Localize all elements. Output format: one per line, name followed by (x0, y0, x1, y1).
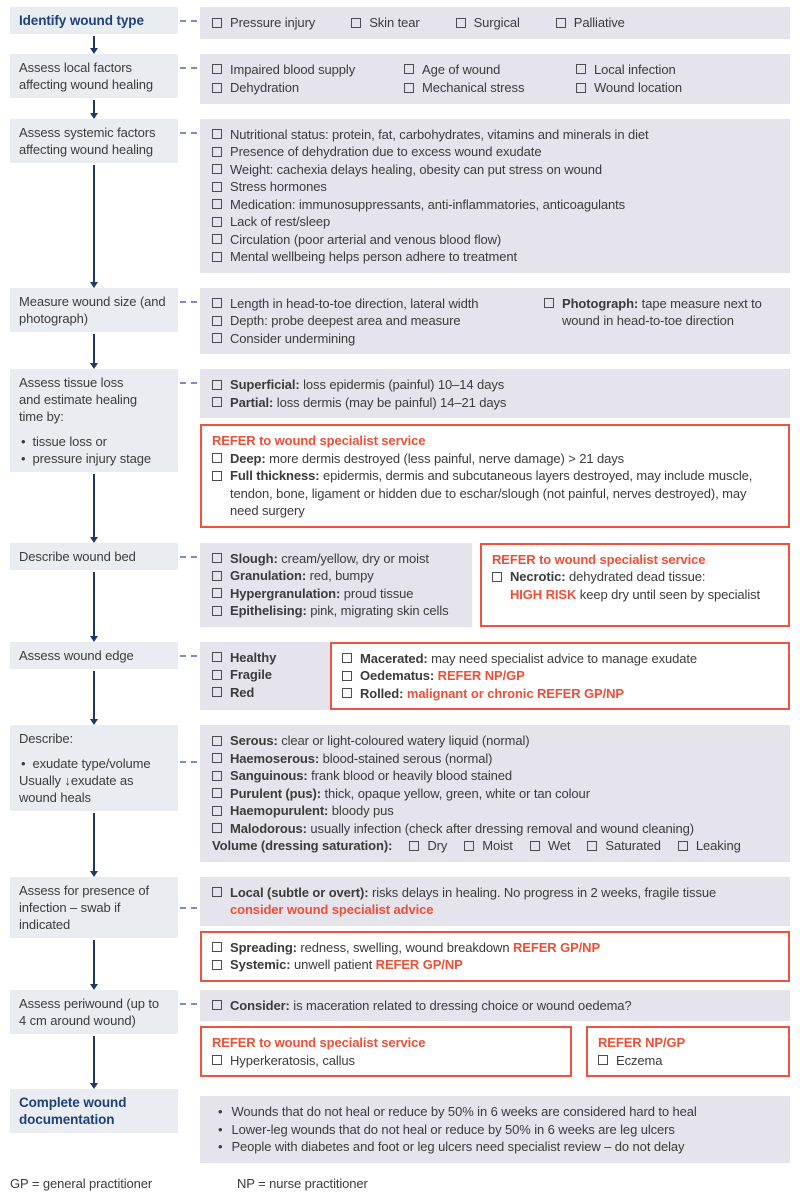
option-label: Photograph: tape measure next to wound in head-to-toe direction (562, 295, 762, 328)
row-periwound (10, 990, 790, 1090)
step-label (19, 374, 169, 425)
refer-box-wound-edge (330, 642, 790, 711)
flow-arrow-icon (10, 1035, 178, 1090)
refer-box-hyperkeratosis (200, 1026, 572, 1077)
step-box-exudate (10, 725, 178, 811)
checkbox-option-hypergranulation (212, 585, 460, 603)
checkbox-icon[interactable] (212, 823, 222, 833)
checkbox-option-fragile (212, 666, 318, 684)
step-sub-lines (19, 772, 169, 806)
step-label: Identify wound type (19, 13, 144, 28)
options-column (200, 54, 790, 119)
option-label: Purulent (pus): thick, opaque yellow, green, white or tan colour (230, 785, 590, 801)
checkbox-option-superficial (212, 376, 778, 394)
step-box-systemic-factors (10, 119, 178, 163)
option-label: Red (230, 684, 255, 700)
checkbox-icon[interactable] (212, 1000, 222, 1010)
refer-title: REFER to wound specialist service (212, 1035, 426, 1050)
checkbox-icon[interactable] (212, 252, 222, 262)
step-label: Assess systemic factors affecting wound healing (19, 124, 156, 157)
photograph-option-group (544, 295, 778, 348)
checkbox-icon[interactable] (212, 887, 222, 897)
checkbox-icon[interactable] (212, 83, 222, 93)
option-label: Local (subtle or overt): risks delays in healing. No progress in 2 weeks, fragile tissue consider wound specialist advice (230, 884, 717, 917)
volume-label: Volume (dressing saturation): (212, 838, 393, 853)
step-line: Assess tissue loss (19, 375, 124, 390)
bullet-icon: • (21, 451, 26, 466)
option-label: Weight: cachexia delays healing, obesity can put stress on wound (230, 161, 603, 177)
checkbox-icon[interactable] (212, 606, 222, 616)
checkbox-icon[interactable] (212, 806, 222, 816)
checkbox-icon[interactable] (212, 942, 222, 952)
checkbox-icon[interactable] (212, 1055, 222, 1065)
checkbox-icon[interactable] (212, 670, 222, 680)
bullet-icon: • (21, 434, 26, 449)
checkbox-icon[interactable] (492, 572, 502, 582)
checkbox-option-moist (464, 837, 513, 855)
checkbox-option-leaking (678, 837, 741, 855)
checkbox-icon[interactable] (212, 771, 222, 781)
checkbox-option-necrotic (492, 568, 778, 603)
refer-title: REFER to wound specialist service (212, 433, 426, 448)
step-column (10, 725, 178, 877)
checkbox-icon[interactable] (404, 83, 414, 93)
flow-arrow-icon (10, 939, 178, 990)
checkbox-icon[interactable] (556, 18, 566, 28)
periwound-refer-group (200, 1026, 790, 1077)
wound-assessment-flowchart (10, 7, 790, 1192)
checkbox-icon[interactable] (212, 217, 222, 227)
panel-wound-edge (200, 642, 330, 711)
row-infection (10, 877, 790, 990)
step-label: Assess wound edge (19, 647, 134, 663)
option-label: Necrotic: dehydrated dead tissue: HIGH RISK keep dry until seen by specialist (510, 569, 761, 602)
option-label: Haemopurulent: bloody pus (230, 803, 394, 818)
note-label: Lower-leg wounds that do not heal or reduce by 50% in 6 weeks are leg ulcers (231, 1121, 675, 1137)
step-column (10, 288, 178, 370)
checkbox-icon[interactable] (212, 333, 222, 343)
option-label: Surgical (473, 15, 520, 30)
panel-exudate (200, 725, 790, 862)
option-label: Hyperkeratosis, callus (230, 1052, 355, 1068)
option-label: Macerated: may need specialist advice to manage exudate (360, 650, 698, 666)
step-column (10, 119, 178, 288)
row-exudate (10, 725, 790, 877)
bullet-label: pressure injury stage (32, 451, 152, 466)
note-item (212, 1121, 778, 1139)
row-wound-edge (10, 642, 790, 726)
checkbox-option-pressure-injury (212, 14, 315, 32)
step-label: Measure wound size (and photograph) (19, 293, 166, 326)
refer-box-infection (200, 931, 790, 982)
flow-arrow-icon (10, 571, 178, 642)
step-label: Describe wound bed (19, 548, 136, 564)
checkbox-icon[interactable] (212, 788, 222, 798)
flow-arrow-icon (10, 333, 178, 370)
checkbox-option-mechanical-stress (404, 79, 576, 97)
option-label: Age of wound (422, 61, 501, 77)
option-label: Leaking (695, 838, 741, 853)
checkbox-icon[interactable] (212, 182, 222, 192)
option-label: Stress hormones (230, 179, 327, 194)
checkbox-option-wound-location (576, 79, 778, 97)
step-box-documentation (10, 1089, 178, 1133)
option-label: Impaired blood supply (230, 61, 356, 77)
option-label: Depth: probe deepest area and measure (230, 313, 461, 328)
option-label: Nutritional status: protein, fat, carbohydrates, vitamins and minerals in diet (230, 126, 649, 142)
options-column (200, 288, 790, 370)
refer-box-eczema (586, 1026, 790, 1077)
checkbox-icon[interactable] (212, 234, 222, 244)
checkbox-option-lack-of-rest (212, 213, 778, 231)
flow-arrow-icon (10, 35, 178, 54)
panel-periwound (200, 990, 790, 1022)
checkbox-icon[interactable] (404, 64, 414, 74)
abbreviation-legend (10, 1175, 790, 1192)
bullet-icon: • (218, 1121, 223, 1137)
step-bullets (19, 755, 169, 772)
checkbox-icon[interactable] (342, 653, 352, 663)
checkbox-option-stress-hormones (212, 178, 778, 196)
option-label: Mechanical stress (422, 80, 525, 95)
checkbox-option-systemic (212, 956, 778, 974)
flow-arrow-icon (10, 473, 178, 543)
specialist-advice-label: consider wound specialist advice (230, 902, 434, 917)
step-bullet-item (19, 755, 169, 772)
step-bullet-item (19, 433, 169, 450)
step-label: Assess for presence of infection – swab if indicated (19, 882, 150, 932)
row-documentation (10, 1089, 790, 1163)
bullet-label: exudate type/volume (32, 756, 151, 771)
row-systemic-factors (10, 119, 790, 288)
checkbox-option-granulation (212, 567, 460, 585)
connector-dashes-icon (180, 20, 197, 22)
checkbox-option-eczema (598, 1052, 778, 1070)
step-box-infection (10, 877, 178, 938)
step-box-local-factors (10, 54, 178, 98)
checkbox-icon[interactable] (464, 841, 474, 851)
panel-local-factors (200, 54, 790, 104)
step-column (10, 54, 178, 119)
step-bullets (19, 433, 169, 467)
checkbox-option-medication (212, 196, 778, 214)
checkbox-icon[interactable] (342, 688, 352, 698)
checkbox-icon[interactable] (212, 571, 222, 581)
options-column (200, 990, 790, 1090)
bullet-icon: • (218, 1139, 223, 1154)
panel-documentation-notes (200, 1096, 790, 1163)
checkbox-option-wet (530, 837, 571, 855)
option-label: Dry (427, 838, 448, 853)
checkbox-icon[interactable] (212, 588, 222, 598)
checkbox-option-deep (212, 450, 778, 468)
row-tissue-loss (10, 369, 790, 543)
checkbox-option-undermining (212, 330, 544, 348)
high-risk-label: HIGH RISK (510, 586, 577, 602)
options-column (200, 642, 790, 726)
flow-arrow-icon (10, 164, 178, 288)
checkbox-option-depth (212, 312, 544, 330)
checkbox-option-healthy (212, 649, 318, 667)
option-label: Mental wellbeing helps person adhere to treatment (230, 249, 518, 264)
gp-abbreviation: GP = general practitioner (10, 1175, 153, 1191)
option-label: Serous: clear or light-coloured watery liquid (normal) (230, 733, 530, 748)
checkbox-option-haemoserous (212, 750, 778, 768)
checkbox-option-palliative (556, 14, 625, 32)
checkbox-option-oedematus (342, 667, 778, 685)
checkbox-icon[interactable] (678, 841, 688, 851)
option-label: Wet (547, 838, 571, 853)
option-label: Slough: cream/yellow, dry or moist (230, 550, 429, 566)
step-label: Assess periwound (up to 4 cm around wound) (19, 995, 160, 1028)
option-label: Wound location (594, 80, 682, 95)
option-label: Skin tear (369, 15, 420, 30)
checkbox-option-sanguinous (212, 767, 778, 785)
checkbox-option-skin-tear (351, 14, 419, 32)
checkbox-option-local-infection (576, 61, 778, 79)
checkbox-icon[interactable] (212, 64, 222, 74)
step-line: and estimate healing (19, 392, 137, 407)
checkbox-icon[interactable] (576, 64, 586, 74)
checkbox-icon[interactable] (212, 736, 222, 746)
row-wound-bed (10, 543, 790, 642)
option-label: Hypergranulation: proud tissue (230, 585, 414, 601)
option-label: Rolled: malignant or chronic REFER GP/NP (360, 685, 624, 701)
checkbox-option-purulent (212, 785, 778, 803)
checkbox-option-mental-wellbeing (212, 248, 778, 266)
checkbox-option-nutritional-status (212, 126, 778, 144)
checkbox-icon[interactable] (212, 164, 222, 174)
panel-wound-bed (200, 543, 472, 627)
option-label: Healthy (230, 649, 277, 665)
refer-box-tissue-loss (200, 424, 790, 528)
option-label: Local infection (594, 61, 676, 77)
checkbox-option-spreading (212, 939, 778, 957)
np-abbreviation: NP = nurse practitioner (237, 1175, 368, 1191)
option-label: Deep: more dermis destroyed (less painful, nerve damage) > 21 days (230, 450, 625, 466)
checkbox-icon[interactable] (212, 129, 222, 139)
step-column (10, 642, 178, 726)
row-local-factors (10, 54, 790, 119)
checkbox-option-photograph (544, 295, 778, 330)
options-column (200, 7, 790, 54)
options-column (200, 119, 790, 288)
option-label: Lack of rest/sleep (230, 214, 331, 229)
checkbox-option-serous (212, 732, 778, 750)
checkbox-option-dry (409, 837, 447, 855)
checkbox-icon[interactable] (212, 453, 222, 463)
connector-dashes-icon (180, 301, 197, 303)
step-box-periwound (10, 990, 178, 1034)
step-label: Describe: (19, 731, 74, 746)
checkbox-option-circulation (212, 231, 778, 249)
option-label: Spreading: redness, swelling, wound breakdown REFER GP/NP (230, 939, 601, 955)
step-column (10, 990, 178, 1090)
wound-edge-group (200, 642, 790, 711)
option-label: Consider: is maceration related to dressing choice or wound oedema? (230, 997, 632, 1013)
note-label: People with diabetes and foot or leg ulcers need specialist review – do not delay (231, 1139, 685, 1154)
checkbox-icon[interactable] (212, 298, 222, 308)
note-item (212, 1138, 778, 1156)
panel-local-infection (200, 877, 790, 926)
checkbox-icon[interactable] (456, 18, 466, 28)
step-column (10, 877, 178, 990)
checkbox-option-slough (212, 550, 460, 568)
row-measure-wound-size (10, 288, 790, 370)
bullet-icon: • (21, 756, 26, 771)
checkbox-icon[interactable] (212, 316, 222, 326)
checkbox-icon[interactable] (212, 147, 222, 157)
checkbox-option-consider-maceration (212, 997, 778, 1015)
option-label: Haemoserous: blood-stained serous (normal) (230, 750, 493, 766)
checkbox-icon[interactable] (212, 652, 222, 662)
option-label: Pressure injury (230, 15, 316, 30)
checkbox-option-full-thickness (212, 467, 778, 520)
option-label: Palliative (573, 15, 625, 30)
option-label: Length in head-to-toe direction, lateral width (230, 295, 479, 311)
option-label: Consider undermining (230, 330, 356, 346)
option-label: Sanguinous: frank blood or heavily blood stained (230, 768, 513, 783)
step-box-wound-edge (10, 642, 178, 669)
step-column (10, 1089, 178, 1163)
connector-dashes-icon (180, 907, 197, 909)
connector-dashes-icon (180, 1003, 197, 1005)
checkbox-icon[interactable] (212, 687, 222, 697)
options-column (200, 369, 790, 543)
checkbox-icon[interactable] (212, 753, 222, 763)
options-column (200, 725, 790, 877)
checkbox-icon[interactable] (576, 83, 586, 93)
checkbox-icon[interactable] (212, 553, 222, 563)
checkbox-icon[interactable] (212, 18, 222, 28)
refer-title: REFER NP/GP (598, 1035, 686, 1050)
row-identify-wound-type (10, 7, 790, 54)
checkbox-option-impaired-blood-supply (212, 61, 404, 79)
connector-dashes-icon (180, 761, 197, 763)
option-label: Oedematus: REFER NP/GP (360, 668, 525, 683)
option-label: Moist (482, 838, 513, 853)
checkbox-option-rolled (342, 685, 778, 703)
checkbox-icon[interactable] (409, 841, 419, 851)
checkbox-option-local-infection-subtle (212, 884, 778, 919)
step-box-identify-wound-type (10, 7, 178, 34)
measure-options-group (212, 295, 544, 348)
connector-dashes-icon (180, 132, 197, 134)
options-column (200, 543, 790, 642)
checkbox-option-macerated (342, 650, 778, 668)
option-label: Circulation (poor arterial and venous blood flow) (230, 231, 502, 247)
panel-wound-types (200, 7, 790, 39)
panel-systemic-factors (200, 119, 790, 273)
checkbox-option-red (212, 684, 318, 702)
step-box-tissue-loss (10, 369, 178, 472)
checkbox-icon[interactable] (212, 397, 222, 407)
checkbox-option-hyperkeratosis (212, 1052, 560, 1070)
step-label: Complete wound documentation (19, 1095, 127, 1127)
connector-dashes-icon (180, 556, 197, 558)
refer-box-necrotic (480, 543, 790, 627)
flow-arrow-icon (10, 99, 178, 119)
flow-arrow-icon (10, 670, 178, 726)
step-column (10, 7, 178, 54)
checkbox-icon[interactable] (212, 380, 222, 390)
step-line: time by: (19, 409, 64, 424)
checkbox-option-surgical (456, 14, 520, 32)
flow-arrow-icon (10, 812, 178, 877)
option-label: Granulation: red, bumpy (230, 568, 374, 583)
option-label: Malodorous: usually infection (check after dressing removal and wound cleaning) (230, 820, 694, 836)
checkbox-option-dehydration (212, 79, 404, 97)
option-label: Dehydration (230, 80, 299, 95)
refer-title: REFER to wound specialist service (492, 551, 706, 567)
option-label: Eczema (616, 1052, 663, 1068)
checkbox-icon[interactable] (530, 841, 540, 851)
option-label: Presence of dehydration due to excess wound exudate (230, 144, 542, 159)
panel-tissue-loss (200, 369, 790, 418)
option-label: Fragile (230, 667, 272, 682)
volume-row (212, 837, 778, 855)
option-label: Systemic: unwell patient REFER GP/NP (230, 957, 463, 972)
checkbox-option-length (212, 295, 544, 313)
checkbox-icon[interactable] (598, 1055, 608, 1065)
checkbox-option-dehydration-exudate (212, 143, 778, 161)
step-label: Assess local factors affecting wound healing (19, 59, 154, 92)
option-label: Medication: immunosuppressants, anti-inflammatories, anticoagulants (230, 196, 626, 212)
step-column (10, 369, 178, 543)
options-column (200, 877, 790, 990)
options-column (200, 1089, 790, 1163)
step-line: wound heals (19, 790, 91, 805)
checkbox-icon[interactable] (587, 841, 597, 851)
checkbox-icon[interactable] (212, 199, 222, 209)
step-bullet-item (19, 450, 169, 467)
checkbox-option-weight (212, 161, 778, 179)
checkbox-option-saturated (587, 837, 660, 855)
connector-dashes-icon (180, 655, 197, 657)
option-label: Epithelising: pink, migrating skin cells (230, 603, 449, 618)
step-column (10, 543, 178, 642)
wound-bed-group (200, 543, 790, 627)
checkbox-icon[interactable] (212, 960, 222, 970)
checkbox-icon[interactable] (544, 298, 554, 308)
step-line: Usually ↓exudate as (19, 773, 134, 788)
panel-measure-wound (200, 288, 790, 355)
checkbox-icon[interactable] (212, 471, 222, 481)
option-label: Saturated (605, 838, 661, 853)
checkbox-option-partial (212, 394, 778, 412)
connector-dashes-icon (180, 67, 197, 69)
checkbox-option-age-of-wound (404, 61, 576, 79)
checkbox-option-malodorous (212, 820, 778, 838)
checkbox-icon[interactable] (351, 18, 361, 28)
option-label: Superficial: loss epidermis (painful) 10–14 days (230, 377, 505, 392)
checkbox-icon[interactable] (342, 671, 352, 681)
connector-dashes-icon (180, 382, 197, 384)
note-label: Wounds that do not heal or reduce by 50% in 6 weeks are considered hard to heal (231, 1104, 697, 1119)
checkbox-option-epithelising (212, 602, 460, 620)
bullet-icon: • (218, 1104, 223, 1119)
step-box-measure-wound-size (10, 288, 178, 332)
step-box-wound-bed (10, 543, 178, 570)
option-label: Partial: loss dermis (may be painful) 14–21 days (230, 394, 507, 410)
checkbox-option-haemopurulent (212, 802, 778, 820)
bullet-label: tissue loss or (32, 434, 107, 449)
option-label: Full thickness: epidermis, dermis and subcutaneous layers destroyed, may include muscle, tendon, bone, ligament or hidden due to eschar/slough (not painful, nerves destroyed), may need surgery (230, 468, 753, 518)
note-item (212, 1103, 778, 1121)
